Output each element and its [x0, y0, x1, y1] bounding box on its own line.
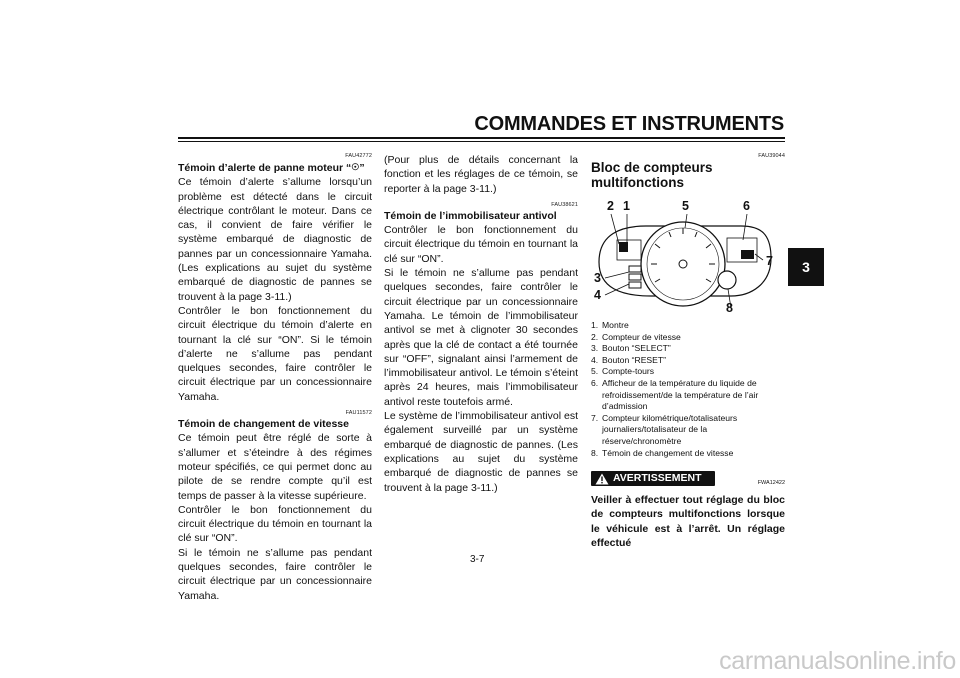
paragraph: Ce témoin d’alerte s’allume lorsqu’un problème est détecté dans le circuit électrique contrôlant le moteur. Dans ce cas, il convient de faire vérifier le système embarqué de diagnostic de pannes par un concessionnaire Yamaha. (Les explications au sujet du système embarqué de diagnostic de pannes se trouvent à la page 3-11.) — [178, 176, 372, 303]
paragraph: Contrôler le bon fonctionnement du circuit électrique du témoin en tournant la clé sur “ON”. — [178, 503, 372, 545]
callout-8: 8 — [726, 301, 733, 315]
reference-code: FAU11572 — [345, 410, 372, 417]
callout-5: 5 — [682, 199, 689, 213]
section-title: Bloc de compteurs multifonctions — [591, 160, 713, 190]
warning-text: Veiller à effectuer tout réglage du bloc de compteurs multifonctions lorsque le véhicule est à l’arrêt. Un réglage effectué — [591, 494, 785, 550]
paragraph: Si le témoin ne s’allume pas pendant quelques secondes, faire contrôler le circuit électrique par un concessionnaire Yamaha. — [178, 546, 372, 602]
column-left — [178, 153, 372, 603]
column-middle — [384, 153, 578, 495]
callout-3: 3 — [594, 271, 601, 285]
paragraph: (Pour plus de détails concernant la fonction et les réglages de ce témoin, se reporter à la page 3-11.) — [384, 154, 578, 195]
paragraph: Contrôler le bon fonctionnement du circuit électrique du témoin d’alerte en tournant la clé sur “ON”. Si le témoin d’alerte ne s’allume pas pendant quelques secondes, faire contrôler le circuit électrique par un concessionnaire Yamaha. — [178, 304, 372, 403]
legend-item: 5. Compte-tours — [591, 366, 655, 377]
legend-item: 3. Bouton “SELECT” — [591, 343, 671, 354]
heading-text: Témoin d’alerte de panne moteur “ — [178, 162, 352, 174]
warning-badge — [591, 471, 715, 486]
instrument-cluster-illustration — [591, 196, 785, 316]
reference-code: FAU38621 — [551, 201, 578, 208]
legend-item: 2. Compteur de vitesse — [591, 331, 681, 342]
column-right — [591, 153, 785, 550]
callout-7: 7 — [766, 254, 773, 268]
paragraph: Si le témoin ne s’allume pas pendant quelques secondes, faire contrôler le circuit électrique par un concessionnaire Yamaha. Le témoin de l’immobilisateur antivol se met à clignoter 30 secondes après que la clé de contact a été tournée sur “OFF”, signalant ainsi l’armement de l’immobilisateur antivol. Le témoin s’éteint après 24 heures, mais l’immobilisateur antivol reste toutefois armé. — [384, 267, 578, 408]
chapter-tab: 3 — [788, 248, 824, 286]
page-number: 3-7 — [470, 554, 485, 565]
warning-label: AVERTISSEMENT — [613, 472, 702, 485]
heading-text-end: ” — [359, 162, 365, 174]
legend-item: 7. Compteur kilométrique/totalisateurs journaliers/totalisateur de la réserve/chronomètre — [591, 412, 738, 446]
instrument-cluster-figure — [591, 196, 785, 316]
paragraph: Contrôler le bon fonctionnement du circuit électrique du témoin en tournant la clé sur “ON”. — [384, 224, 578, 265]
legend-item: 1. Montre — [591, 320, 629, 330]
heading-engine-warning — [178, 160, 372, 175]
watermark: carmanualsonline.info — [719, 647, 956, 675]
figure-legend — [591, 320, 785, 459]
reference-code: FAU39044 — [758, 153, 785, 159]
legend-item: 8. Témoin de changement de vitesse — [591, 447, 734, 458]
heading-immobilizer: Témoin de l’immobilisateur antivol — [384, 209, 557, 222]
paragraph: Ce témoin peut être réglé de sorte à s’allumer et s’éteindre à des régimes moteur spécifiés, ce qui permet donc au pilote de se rendre compte qu’il est temps de passer à la vitesse supérieure. — [178, 432, 372, 502]
page-title: COMMANDES ET INSTRUMENTS — [474, 113, 784, 135]
paragraph: Le système de l’immobilisateur antivol est également surveillé par un système embarqué de diagnostic de pannes. (Les explications au sujet du système embarqué de diagnostic de pannes se trouvent à la page 3-11.) — [384, 410, 578, 494]
heading-shift-timing: Témoin de changement de vitesse — [178, 418, 349, 431]
reference-code: FAU42772 — [345, 153, 372, 159]
callout-1: 1 — [623, 199, 630, 213]
callout-4: 4 — [594, 288, 601, 302]
header-rule — [178, 137, 785, 139]
legend-item: 6. Afficheur de la température du liquide de refroidissement/de la température de l’air d’admission — [591, 377, 759, 412]
reference-code: FWA12422 — [757, 480, 785, 487]
engine-trouble-icon: ☉ — [351, 162, 360, 172]
warning-icon — [595, 473, 609, 485]
legend-item: 4. Bouton “RESET” — [591, 354, 666, 365]
callout-6: 6 — [743, 199, 750, 213]
callout-2: 2 — [607, 199, 614, 213]
warning-header — [591, 471, 785, 489]
header-rule-thin — [178, 141, 785, 142]
